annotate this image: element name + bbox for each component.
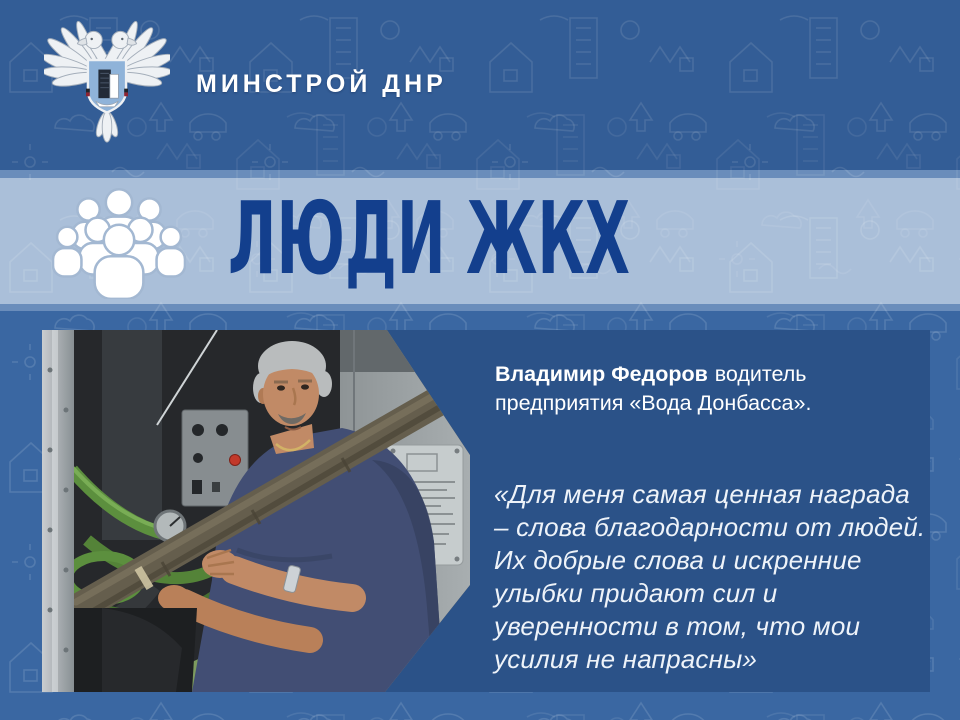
quote-line: Их добрые слова и искренние [494, 545, 862, 575]
person-role-part1: водитель [714, 362, 807, 386]
quote-line: усилия не напрасны» [494, 644, 758, 674]
brand-title: МИНСТРОЙ ДНР [196, 70, 447, 98]
person-role-part2: предприятия «Вода Донбасса». [495, 391, 812, 415]
person-caption [495, 360, 903, 418]
person-name: Владимир Федоров [495, 362, 708, 386]
quote-line: улыбки придают сил и [494, 578, 778, 608]
quote-line: – слова благодарности от людей. [494, 512, 926, 542]
quote-line: «Для меня самая ценная награда [494, 479, 910, 509]
header [0, 0, 960, 170]
banner-title: ЛЮДИ ЖКХ [228, 180, 630, 297]
dnr-eagle-emblem-icon [44, 16, 170, 146]
person-caption-line2 [495, 389, 903, 418]
quote-block [494, 478, 926, 676]
quote-line: уверенности в том, что мои [494, 611, 861, 641]
banner-title-wrap [0, 170, 960, 311]
person-caption-line1 [495, 360, 903, 389]
feature-photo [42, 330, 470, 692]
